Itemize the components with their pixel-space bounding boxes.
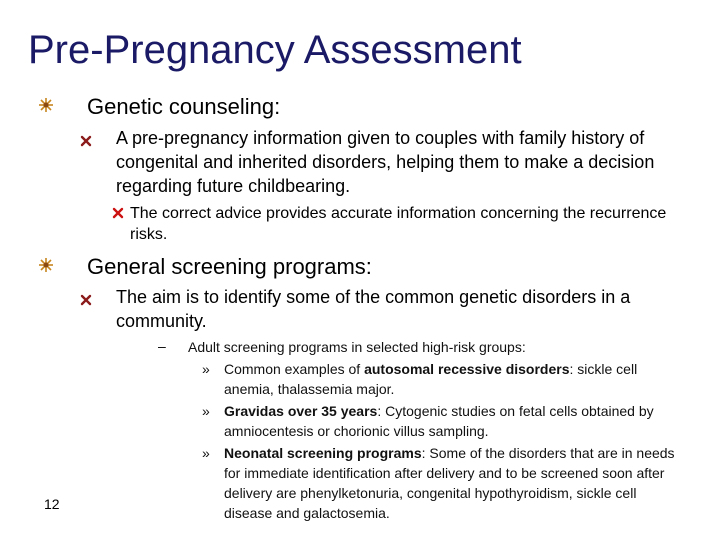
chevron-bullet: » — [202, 445, 210, 461]
slide-title: Pre-Pregnancy Assessment — [28, 28, 522, 72]
genetic-counseling-point: A pre-pregnancy information given to couples with family history of congenital and inherited disorders, helping them to make a decision regarding future childbearing. — [116, 128, 655, 196]
recurrence-risk-point: The correct advice provides accurate information concerning the recurrence risks. — [130, 205, 667, 243]
screening-item-gravidas: » Gravidas over 35 years: Cytogenic studies on fetal cells obtained by amniocentesis or chorionic villus sampling. — [202, 403, 654, 439]
heading-general-screening: General screening programs: — [87, 254, 372, 279]
dash-bullet: – — [158, 338, 166, 354]
screening-item-autosomal: » Common examples of autosomal recessive disorders: sickle cell anemia, thalassemia major. — [202, 361, 638, 397]
x-mark-icon — [80, 294, 92, 306]
star-burst-icon — [38, 257, 54, 273]
x-mark-icon — [112, 207, 124, 219]
heading-genetic-counseling: Genetic counseling: — [87, 94, 281, 119]
x-mark-icon — [80, 135, 92, 147]
star-burst-icon — [38, 97, 54, 113]
screening-item-neonatal: » Neonatal screening programs: Some of the disorders that are in needs for immediate identification after delivery and to be screened soon after delivery are phenylketonuria, congenital hypothyroidism, sickle cell disease and galactosemia. — [202, 445, 675, 521]
screening-aim-point: The aim is to identify some of the common genetic disorders in a community. — [116, 287, 631, 331]
adult-screening-text: Adult screening programs in selected high-risk groups: — [188, 339, 526, 355]
page-number: 12 — [44, 496, 60, 512]
chevron-bullet: » — [202, 361, 210, 377]
chevron-bullet: » — [202, 403, 210, 419]
